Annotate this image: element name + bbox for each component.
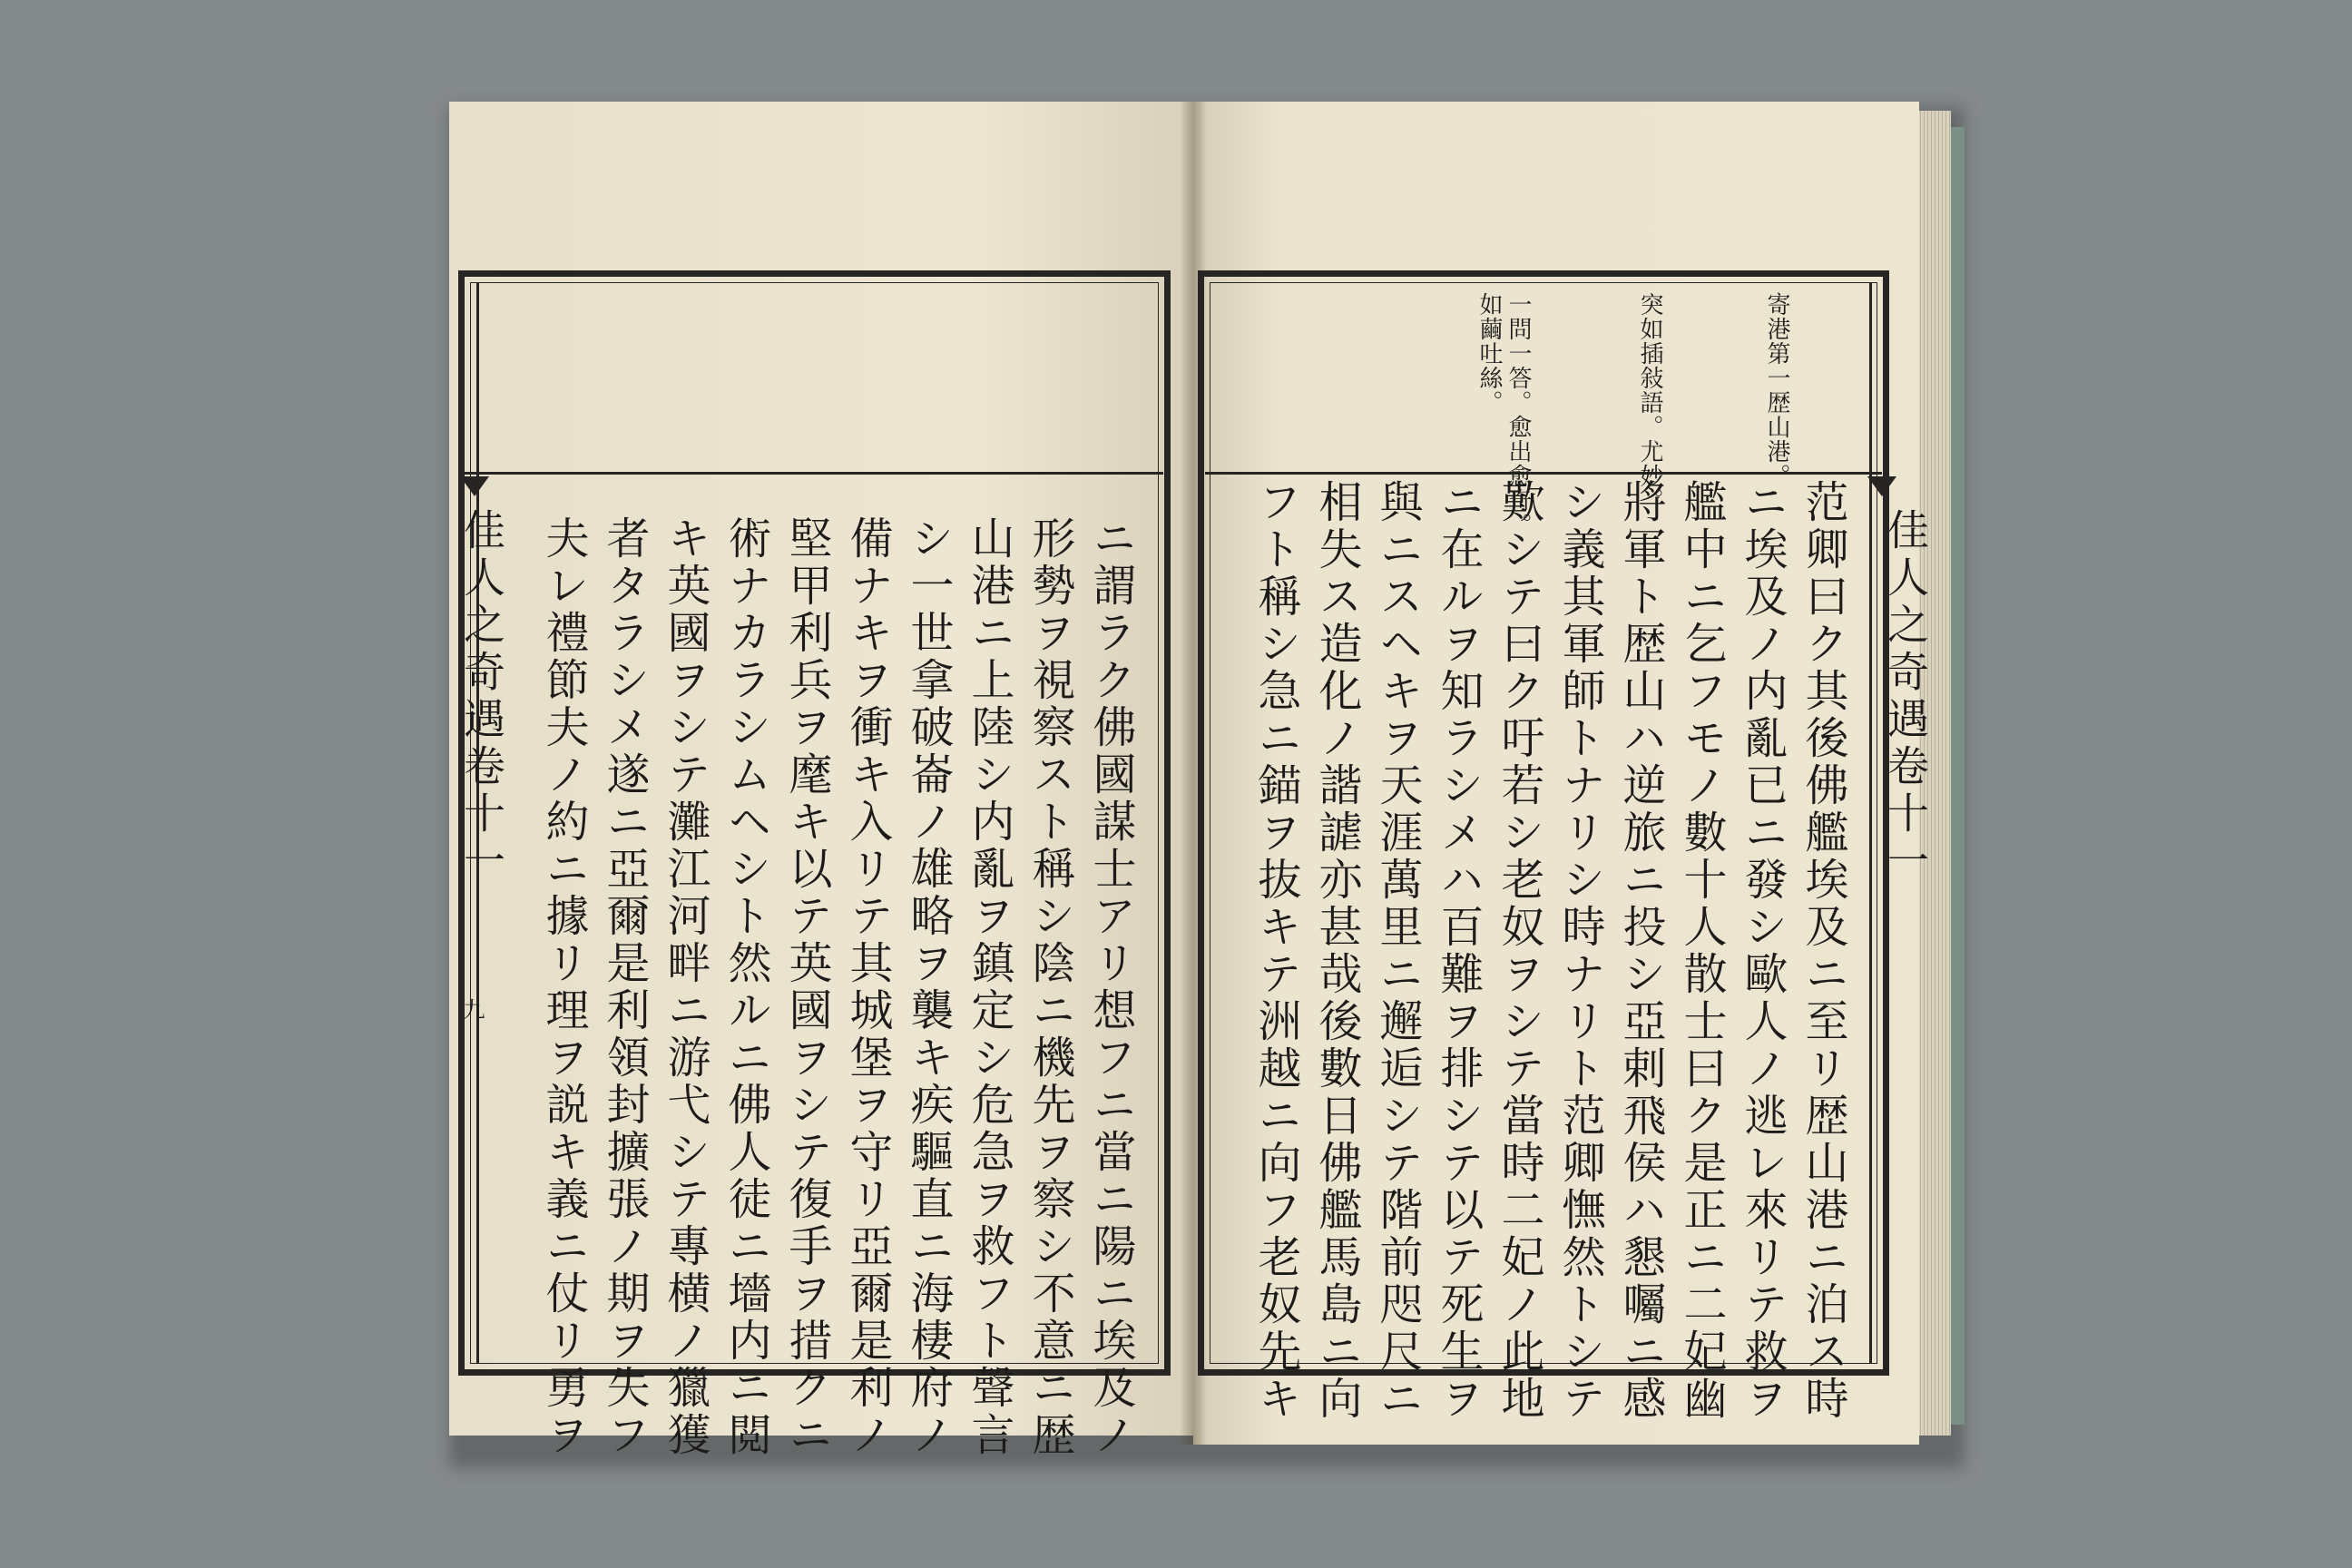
left-column-3: 山港ニ上陸シ内亂ヲ鎮定シ危急ヲ救フト聲言 (964, 515, 1014, 1459)
left-column-9: 者タラシメ遂ニ亞爾是利領封擴張ノ期ヲ失フ (599, 515, 650, 1459)
right-fishtail-mark (1867, 476, 1896, 496)
left-column-4: シ一世拿破崙ノ雄略ヲ襲キ疾驅直ニ海棲府ノ (903, 515, 954, 1459)
left-header-rule (465, 472, 1163, 475)
right-column-3: 艦中ニ乞フモノ數十人散士曰ク是正ニ二妃幽 (1676, 479, 1727, 1423)
left-fishtail-mark (460, 476, 489, 496)
right-note-4: 如繭吐絲。 (1475, 292, 1503, 415)
left-column-1: ニ謂ラク佛國謀士アリ想フニ當ニ陽ニ埃及ノ (1085, 515, 1136, 1459)
right-column-1: 范卿曰ク其後佛艦埃及ニ至リ歴山港ニ泊ス時 (1798, 479, 1848, 1423)
left-column-6: 堅甲利兵ヲ麾キ以テ英國ヲシテ復手ヲ措クニ (781, 515, 832, 1459)
right-column-10: フト稱シ急ニ錨ヲ抜キテ洲越ニ向フ老奴先キ (1250, 479, 1301, 1423)
right-column-2: ニ埃及ノ内亂已ニ發シ歐人ノ逃レ來リテ救ヲ (1737, 479, 1788, 1423)
right-column-6: 歎シテ曰ク吁若シ老奴ヲシテ當時二妃ノ此地 (1494, 479, 1544, 1423)
right-column-4: 將軍ト歴山ハ逆旅ニ投シ亞剌飛侯ハ懇囑ニ感 (1615, 479, 1666, 1423)
left-column-8: キ英國ヲシテ灘江河畔ニ游弋シテ專横ノ獵獲 (660, 515, 710, 1459)
left-page-number: 九 (459, 998, 485, 1020)
left-column-2: 形勢ヲ視察スト稱シ陰ニ機先ヲ察シ不意ニ歴 (1024, 515, 1075, 1459)
right-note-2: 突如插敍語。尤妙。 (1636, 292, 1663, 513)
left-column-5: 備ナキヲ衝キ入リテ其城堡ヲ守リ亞爾是利ノ (842, 515, 893, 1459)
right-column-8: 與ニスヘキヲ天涯萬里ニ邂逅シテ階前咫尺ニ (1372, 479, 1423, 1423)
right-note-3: 一問一答。愈出愈奇。 (1504, 292, 1532, 537)
right-margin-line (1869, 283, 1872, 1363)
left-page-header: 佳人之奇遇卷十一 (457, 508, 506, 886)
right-column-7: ニ在ルヲ知ラシメハ百難ヲ排シテ以テ死生ヲ (1433, 479, 1484, 1423)
left-column-7: 術ナカラシムヘシト然ルニ佛人徒ニ墻内ニ閲 (720, 515, 771, 1459)
right-column-9: 相失ス造化ノ諧謔亦甚哉後數日佛艦馬島ニ向 (1311, 479, 1362, 1423)
right-column-5: シ義其軍師トナリシ時ナリト范卿憮然トシテ (1554, 479, 1605, 1423)
left-column-10: 夫レ禮節夫ノ約ニ據リ理ヲ説キ義ニ仗リ勇ヲ (538, 515, 589, 1459)
right-note-1: 寄港第一歴山港。 (1763, 292, 1790, 488)
right-page-header: 佳人之奇遇卷十一 (1881, 508, 1930, 886)
